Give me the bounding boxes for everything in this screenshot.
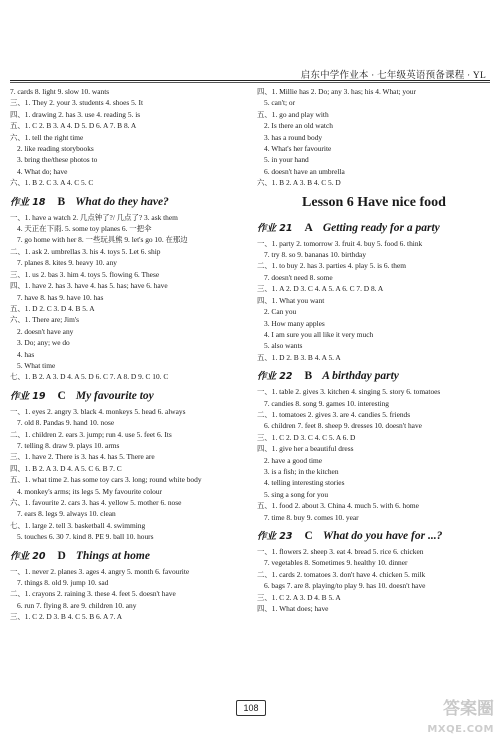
answer-line: 7. doesn't need 8. some [264,272,333,282]
section-letter: A [304,221,313,234]
answer-line: 6. children 7. feet 8. sheep 9. dresses 10. doesn't have [264,421,422,431]
answer-line: 4. 天正在下雨. 5. some toy planes 6. 一把伞 [17,224,152,234]
section-letter: D [57,549,66,562]
answer-line: 5. can't; or [264,98,296,108]
answer-line: 4. I am sure you all like it very much [264,329,374,339]
answer-line: 3. has a round body [264,132,323,142]
answer-line: 2. doesn't have any [17,326,74,336]
section-name: My favourite toy [75,389,154,402]
answer-line: 一、1. flowers 2. sheep 3. eat 4. bread 5. rice 6. chicken [257,547,424,556]
header-rule [10,80,490,81]
answer-line: 3. How many apples [264,318,325,328]
answer-line: 四、1. have 2. has 3. have 4. has 5. has; have 6. have [10,281,168,291]
answer-line: 五、1. food 2. about 3. China 4. much 5. with 6. home [257,501,419,511]
section-name: A birthday party [322,370,399,383]
answer-line: 5. What time [17,360,56,370]
section-title [10,192,244,212]
section-title [257,218,491,238]
answer-line: 二、1. to buy 2. has 3. parties 4. play 5. is 6. them [257,261,407,271]
answer-line: 二、1. tomatoes 2. gives 3. are 4. candies 5. friends [257,409,411,419]
section-name: What do you have for ...? [322,530,443,542]
answer-line: 6. run 7. flying 8. are 9. children 10. any [17,600,137,610]
answer-line: 3. bring the/these photos to [17,155,98,165]
answer-line: 2. like reading storybooks [17,144,94,154]
answer-line: 4. has [17,349,35,359]
answer-line: 五、1. go and play with [257,109,329,119]
answer-line: 5. touches 6. 30 7. kind 8. PE 9. ball 10. hours [17,532,154,542]
answer-line: 7. vegetables 8. Sometimes 9. healthy 10. dinner [264,558,408,568]
answer-line: 7. time 8. buy 9. comes 10. year [264,512,359,522]
answer-line: 7. cards 8. light 9. slow 10. wants [10,87,110,96]
answer-line: 三、1. C 2. D 3. C 4. C 5. A 6. D [257,432,356,442]
answer-line: 4. What do; have [17,166,68,176]
answer-line: 三、1. C 2. A 3. D 4. B 5. A [257,592,341,602]
page-number: 108 [236,700,266,716]
answer-line: 一、1. have a watch 2. 几点钟了?/ 几点了? 3. ask them [10,212,178,222]
answer-line: 5. also wants [264,341,303,351]
section-letter: C [304,530,313,542]
lesson-title: Lesson 6 Have nice food [302,194,446,210]
answer-line: 5. in your hand [264,155,309,165]
answer-line: 七、1. B 2. A 3. D 4. A 5. D 6. C 7. A 8. D 9. C 10. C [10,372,169,382]
answer-line: 7. try 8. so 9. bananas 10. birthday [264,250,367,260]
answer-line: 二、1. crayons 2. raining 3. these 4. feet 5. doesn't have [10,589,176,599]
section-title [257,526,491,546]
answer-line: 7. go home with her 8. 一些玩具熊 9. let's go 10. 在那边 [17,235,188,245]
answer-line: 四、1. What you want [257,295,325,305]
watermark-text: 答案圈 [443,699,494,719]
page-header [0,0,500,80]
answer-line: 四、1. drawing 2. has 3. use 4. reading 5. is [10,109,141,119]
answer-line: 三、1. A 2. D 3. C 4. A 5. A 6. C 7. D 8. A [257,284,384,294]
answer-line: 一、1. party 2. tomorrow 3. fruit 4. buy 5. food 6. think [257,238,423,248]
answer-line: 六、1. B 2. C 3. A 4. C 5. C [10,178,94,188]
answer-line: 六、1. tell the right time [10,132,84,142]
answer-line: 三、1. have 2. There is 3. has 4. has 5. There are [10,452,155,462]
section-title [257,366,491,386]
answer-line: 六、1. There are; Jim's [10,315,80,325]
answer-line: 4. monkey's arms; its legs 5. My favourite colour [17,486,163,496]
watermark-url: MXQE.COM [427,724,494,735]
section-number: 作业 22 [257,371,293,383]
answer-line: 2. Can you [264,307,297,317]
answer-line: 3. is a fish; in the kitchen [264,466,339,476]
answer-line: 4. What's her favourite [264,144,332,154]
answer-line: 五、1. D 2. C 3. D 4. B 5. A [10,303,95,313]
answer-line: 一、1. never 2. planes 3. ages 4. angry 5. month 6. favourite [10,566,190,576]
answer-line: 六、1. favourite 2. cars 3. has 4. yellow 5. mother 6. nose [10,498,182,507]
header-rule-thin [10,82,490,83]
answer-line: 5. sing a song for you [264,489,329,499]
section-name: What do they have? [75,195,169,208]
section-number: 作业 21 [257,222,293,234]
answer-line: 三、1. us 2. bas 3. him 4. toys 5. flowing 6. These [10,269,160,279]
header-title: 启东中学作业本 · 七年级英语预备课程 · YL [300,71,486,81]
answer-line: 二、1. children 2. ears 3. jump; run 4. use 5. feet 6. Its [10,429,172,439]
answer-line: 2. have a good time [264,455,323,465]
page-footer [0,696,500,736]
watermark-logo [420,700,494,734]
answer-line: 7. have 8. has 9. have 10. has [17,292,104,302]
section-number: 作业 23 [257,531,293,542]
answer-line: 一、1. eyes 2. angry 3. black 4. monkeys 5. head 6. always [10,406,186,416]
answer-line: 6. bags 7. are 8. playing/to play 9. has 10. doesn't have [264,581,426,591]
answer-line: 7. planes 8. kites 9. heavy 10. any [17,258,117,268]
answer-line: 7. old 8. Pandas 9. hand 10. nose [17,418,115,428]
section-number: 作业 18 [10,196,46,208]
right-column [257,86,491,614]
section-number: 作业 19 [10,390,46,402]
section-letter: B [304,370,313,383]
answer-line: 3. Do; any; we do [17,338,70,348]
answer-line: 二、1. cards 2. tomatoes 3. don't have 4. chicken 5. milk [257,569,426,579]
answer-line: 6. doesn't have an umbrella [264,166,345,176]
answer-line: 三、1. They 2. your 3. students 4. shoes 5. It [10,98,144,108]
section-name: Things at home [75,549,150,562]
section-name: Getting ready for a party [322,221,440,234]
answer-line: 五、1. C 2. B 3. A 4. D 5. D 6. A 7. B 8. A [10,121,137,131]
answer-line: 五、1. what time 2. has some toy cars 3. long; round white body [10,475,202,485]
section-letter: C [57,389,66,402]
answer-line: 7. candies 8. song 9. games 10. interesting [264,398,390,408]
answer-line: 四、1. What does; have [257,604,329,614]
answer-line: 二、1. ask 2. umbrellas 3. his 4. toys 5. Let 6. ship [10,246,161,256]
answer-line: 四、1. give her a beautiful dress [257,444,354,454]
answer-line: 五、1. D 2. B 3. B 4. A 5. A [257,352,341,362]
left-column [10,86,244,623]
answer-line: 7. ears 8. legs 9. always 10. clean [17,509,116,519]
section-number: 作业 20 [10,550,46,562]
answer-line: 7. telling 8. draw 9. plays 10. arms [17,440,120,450]
answer-line: 四、1. B 2. A 3. D 4. A 5. C 6. B 7. C [10,463,122,473]
answer-line: 一、1. table 2. gives 3. kitchen 4. singing 5. story 6. tomatoes [257,387,441,397]
answer-line: 三、1. C 2. D 3. B 4. C 5. B 6. A 7. A [10,612,123,622]
answer-line: 7. things 8. old 9. jump 10. sad [17,578,109,588]
answer-line: 七、1. large 2. tell 3. basketball 4. swimming [10,520,146,530]
section-title [10,386,244,406]
section-letter: B [57,195,66,208]
section-title [10,546,244,566]
answer-line: 4. telling interesting stories [264,478,345,488]
answer-line: 2. Is there an old watch [264,121,333,131]
answer-line: 四、1. Millie has 2. Do; any 3. has; his 4. What; your [257,87,416,96]
answer-line: 六、1. B 2. A 3. B 4. C 5. D [257,178,341,188]
